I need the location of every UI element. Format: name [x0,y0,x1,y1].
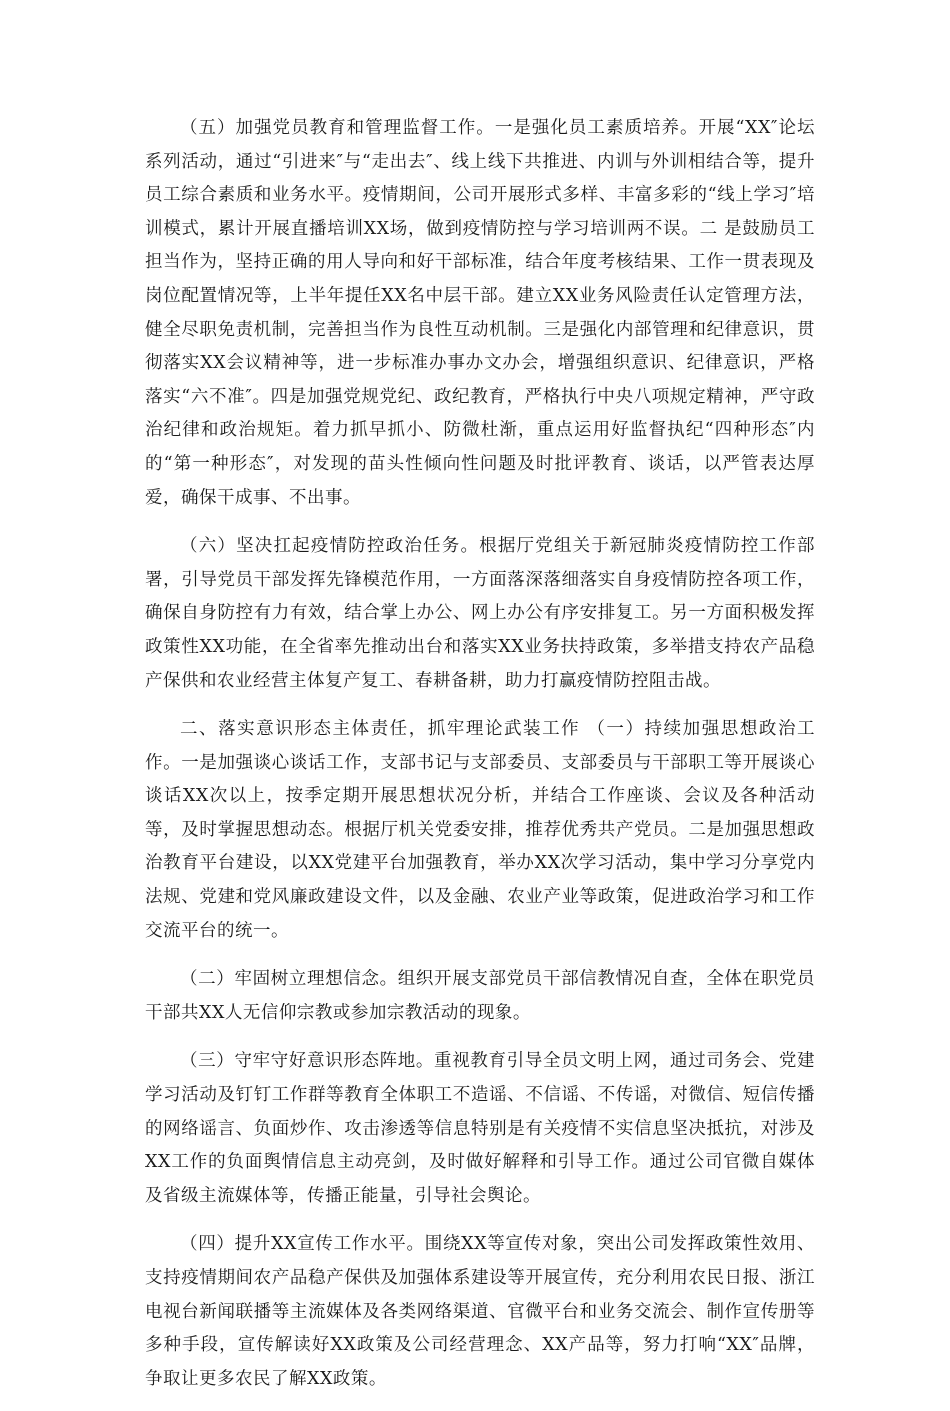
paragraph-party-education-supervision: （五）加强党员教育和管理监督工作。一是强化员工素质培养。开展“XX″论坛系列活动，通过“引进来″与“走出去″、线上线下共推进、内训与外训相结合等，提升员工综合素质和业务水平。疫情期间，公司开展形式多样、丰富多彩的“线上学习″培训模式，累计开展直播培训XX场，做到疫情防控与学习培训两不误。二 是鼓励员工担当作为，坚持正确的用人导向和好干部标准，结合年度考核结果、工作一贯表现及岗位配置情况等，上半年提任XX名中层干部。建立XX业务风险责任认定管理方法，健全尽职免责机制，完善担当作为良性互动机制。三是强化内部管理和纪律意识，贯彻落实XX会议精神等，进一步标准办事办文办会，增强组织意识、纪律意识，严格落实“六不准″。四是加强党规党纪、政纪教育，严格执行中央八项规定精神，严守政治纪律和政治规矩。着力抓早抓小、防微杜渐，重点运用好监督执纪“四种形态″内的“第一种形态″，对发现的苗头性倾向性问题及时批评教育、谈话，以严管表达厚爱，确保干成事、不出事。 [145,118,815,508]
paragraph-ideals-beliefs: （二）牢固树立理想信念。组织开展支部党员干部信教情况自查，全体在职党员干部共XX人无信仰宗教或参加宗教活动的现象。 [145,969,815,1023]
paragraph-ideology-responsibility: 二、落实意识形态主体责任，抓牢理论武装工作 （一）持续加强思想政治工作。一是加强谈心谈话工作，支部书记与支部委员、支部委员与干部职工等开展谈心谈话XX次以上，按季定期开展思想状况分析，并结合工作座谈、会议及各种活动等，及时掌握思想动态。根据厅机关党委安排，推荐优秀共产党员。二是加强思想政治教育平台建设，以XX党建平台加强教育，举办XX次学习活动，集中学习分享党内法规、党建和党风廉政建设文件，以及金融、农业产业等政策，促进政治学习和工作交流平台的统一。 [145,719,815,941]
paragraph-epidemic-prevention: （六）坚决扛起疫情防控政治任务。根据厅党组关于新冠肺炎疫情防控工作部署，引导党员干部发挥先锋模范作用，一方面落深落细落实自身疫情防控各项工作，确保自身防控有力有效，结合掌上办公、网上办公有序安排复工。另一方面积极发挥政策性XX功能，在全省率先推动出台和落实XX业务扶持政策，多举措支持农产品稳产保供和农业经营主体复产复工、春耕备耕，助力打赢疫情防控阻击战。 [145,536,815,691]
paragraph-ideology-front: （三）守牢守好意识形态阵地。重视教育引导全员文明上网，通过司务会、党建学习活动及钉钉工作群等教育全体职工不造谣、不信谣、不传谣，对微信、短信传播的网络谣言、负面炒作、攻击渗透等信息特别是有关疫情不实信息坚决抵抗，对涉及XX工作的负面舆情信息主动亮剑，及时做好解释和引导工作。通过公司官微自媒体及省级主流媒体等，传播正能量，引导社会舆论。 [145,1051,815,1206]
document-body [145,112,815,1411]
paragraph-publicity-work: （四）提升XX宣传工作水平。围绕XX等宣传对象，突出公司发挥政策性效用、支持疫情期间农产品稳产保供及加强体系建设等开展宣传，充分利用农民日报、浙江电视台新闻联播等主流媒体及各类网络渠道、官微平台和业务交流会、制作宣传册等多种手段，宣传解读好XX政策及公司经营理念、XX产品等，努力打响“XX″品牌，争取让更多农民了解XX政策。 [145,1234,815,1389]
